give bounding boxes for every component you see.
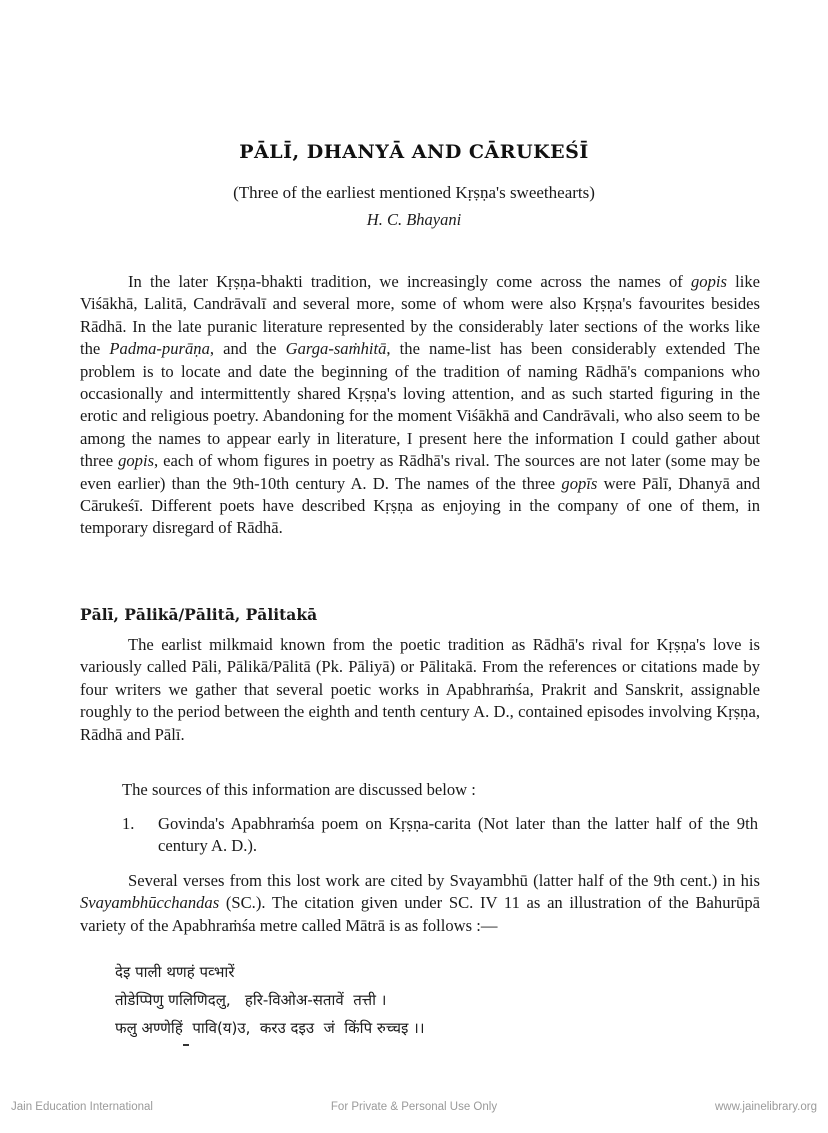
sanskrit-verse bbox=[115, 958, 715, 1042]
article-subtitle: (Three of the earliest mentioned Kṛṣṇa's sweethearts) bbox=[233, 183, 595, 202]
footer-left: Jain Education International bbox=[11, 1101, 153, 1113]
article-title: PĀLĪ, DHANYĀ AND CĀRUKEŚĪ bbox=[239, 141, 589, 163]
verse-line: फलु अण्णेहिं पावि(य)उ, करउ दइउ जं किंपि रुच्चइ ।। bbox=[115, 1019, 425, 1037]
footer-center: For Private & Personal Use Only bbox=[330, 1101, 498, 1113]
intro-paragraph: In the later Kṛṣṇa-bhakti tradition, we increasingly come across the names of gopis like Viśākhā, Lalitā, Candrāvalī and several more, some of whom were also Kṛṣṇa's favourites besides Rādhā. In the late puranic literature represented by the considerably later sections of the works like the Padma-purāṇa, and the Garga-saṁhitā, the name-list has been considerably extended The problem is to locate and date the beginning of the tradition of naming Rādhā's companions who occasionally and intermittently shared Kṛṣṇa's loving attention, and as such started figuring in the erotic and religious poetry. Abandoning for the moment Viśākhā and Candrāvali, who also seem to be among the names to appear early in literature, I present here the information I could gather about three gopis, each of whom figures in poetry as Rādhā's rival. The sources are not later (some may be even earlier) than the 9th-10th century A. D. The names of the three gopīs were Pālī, Dhanyā and Cārukeśī. Different poets have described Kṛṣṇa as enjoying in the company of one of them, in temporary disregard of Rādhā. bbox=[80, 272, 761, 538]
section-paragraph: The earlist milkmaid known from the poetic tradition as Rādhā's rival for Kṛṣṇa's love is variously called Pāli, Pālikā/Pālitā (Pk. Pāliyā) or Pālitakā. From the references or citations made by four writers we gather that several poetic works in Apabhraṁśa, Prakrit and Sanskrit, assignable roughly to the period between the eighth and tenth century A. D., contained episodes involving Kṛṣṇa, Rādhā and Pālī. bbox=[80, 635, 760, 744]
list-item-text: Govinda's Apabhraṁśa poem on Kṛṣṇa-carita (Not later than the latter half of the 9th century A. D.). bbox=[158, 814, 758, 856]
article-author: H. C. Bhayani bbox=[366, 210, 462, 229]
stray-mark bbox=[183, 1044, 189, 1046]
sources-line: The sources of this information are discussed below : bbox=[122, 780, 476, 799]
section-heading: Pālī, Pālikā/Pālitā, Pālitakā bbox=[80, 605, 318, 624]
verse-line: देइ पाली थणहं पव्भारें bbox=[115, 963, 235, 981]
verse-line: तोडेप्पिणु णलिणिदलु, हरि-विओअ-सतावें तत्ती । bbox=[115, 991, 387, 1009]
svayambhu-paragraph: Several verses from this lost work are cited by Svayambhū (latter half of the 9th cent.) in his Svayambhūcchandas (SC.). The citation given under SC. IV 11 as an illustration of the Bahurūpā variety of the Apabhraṁśa metre called Mātrā is as follows :— bbox=[80, 871, 760, 935]
list-item-number: 1. bbox=[122, 814, 135, 833]
footer-right: www.jainelibrary.org bbox=[714, 1101, 817, 1113]
